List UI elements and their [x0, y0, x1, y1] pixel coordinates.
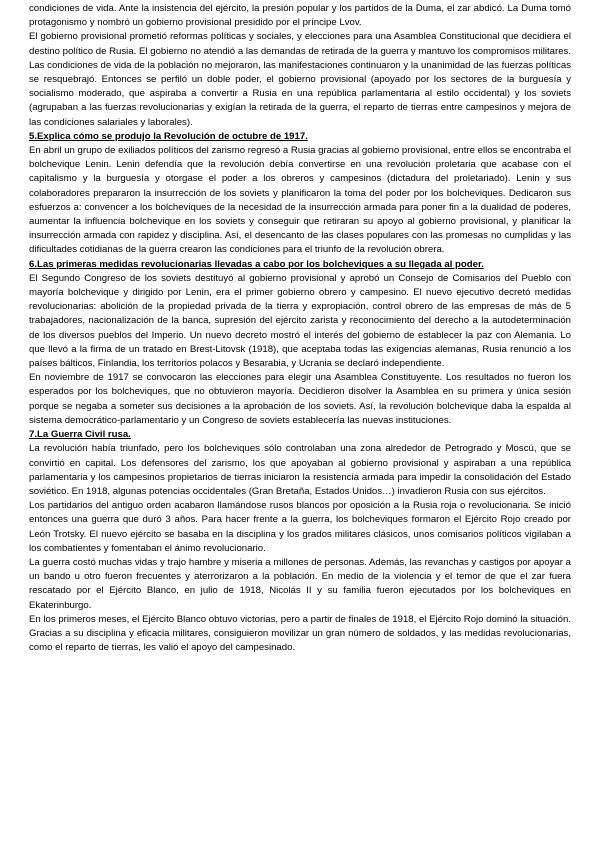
paragraph-costes-guerra: La guerra costó muchas vidas y trajo hambre y miseria a millones de personas. Además, las revanchas y castigos por apoyar a un bando u otro fueron frecuentes y aterrorizaron a la población. En medio de la violencia y el temor de que el zar fuera rescatado por el Ejército Blanco, en julio de 1918, Nicolás II y su familia fueron ejecutados por los bolcheviques en Ekaterinburgo. — [29, 556, 571, 611]
paragraph-guerra-civil-inicio: La revolución había triunfado, pero los bolcheviques sólo controlaban una zona alrededor de Petrogrado y Moscú, que se convirtió en capital. Los defensores del zarismo, los que apoyaban al gobierno provisional y aspiraban a una república parlamentaria y los campesinos propietarios de tierras iniciaron la resistencia armada para impedir la consolidación del Estado soviético. En 1918, algunas potencias occidentales (Gran Bretaña, Estados Unidos…) invadieron Rusia con sus ejércitos. — [29, 443, 571, 497]
paragraph-asamblea-constituyente: En noviembre de 1917 se convocaron las elecciones para elegir una Asamblea Constituyente. Los resultados no fueron los esperados por los bolcheviques, que no obtuvieron mayoría. Decidieron disolver la Asamblea en su primera y única sesión porque se negaba a someter sus decisiones a la aprobación de los soviets. Así, la revolución bolchevique daba la espalda al sistema democrático-parlamentario y un Congreso de soviets establecería las nuevas instituciones. — [29, 372, 571, 426]
section-heading-6: 6.Las primeras medidas revolucionarias llevadas a cabo por los bolcheviques a su llegada al poder. — [29, 258, 484, 270]
section-heading-5: 5.Explica cómo se produjo la Revolución de octubre de 1917. — [29, 130, 308, 142]
paragraph-gobierno-provisional: El gobierno provisional prometió reformas políticas y sociales, y elecciones para una Asamblea Constitucional que decidiera el destino político de Rusia. El gobierno no atendió a las demandas de retirada de la guerra y mantuvo los compromisos militares. Las condiciones de vida de la población no mejoraron, las manifestaciones continuaron y la unanimidad de las fuerzas políticas se resquebrajó. Entonces se perfiló un doble poder, el gobierno provisional (apoyado por los sectores de la burguesía y socialismo moderado, que aspiraba a convertir a Rusia en una república parlamentaria al estilo occidental) y los soviets (agrupaban a las fuerzas revolucionarias y exigían la retirada de la guerra, el reparto de tierras entre campesinos y mejora de las condiciones salariales y laborales). — [29, 31, 571, 128]
paragraph-revolucion-octubre: En abril un grupo de exiliados políticos del zarismo regresó a Rusia gracias al gobierno provisional, entre ellos se encontraba el bolchevique Lenin. Lenin defendía que la revolución debía convertirse en una revolución proletaria que acabase con el capitalismo y la burguesía y otorgase el poder a los obreros y campesinos (dictadura del proletariado). Lenin y sus colaboradores prepararon la insurrección de los soviets y planificaron la toma del poder por los bolcheviques. Dedicaron sus esfuerzos a: convencer a los bolcheviques de la necesidad de la insurrección armada para poner fin a la dualidad de poderes, aumentar la influencia bolchevique en los soviets y conseguir que retiraran su apoyo al gobierno provisional, y planificar la insurrección armada con rapidez y disciplina. Así, el desencanto de las clases populares con las promesas no cumplidas y las dificultades cotidianas de la guerra crearon las condiciones para el triunfo de la revolución obrera. — [29, 145, 571, 256]
paragraph-medidas-revolucionarias: El Segundo Congreso de los soviets destituyó al gobierno provisional y aprobó un Consejo de Comisarios del Pueblo con mayoría bolchevique y dirigido por Lenin, era el primer gobierno obrero y campesino. El nuevo ejecutivo decretó medidas revolucionarias: abolición de la propiedad privada de la tierra y expropiación, control obrero de las empresas de más de 5 trabajadores, nacionalización de la banca, supresión del ejército zarista y reconocimiento del derecho a la autodeterminación de los diversos pueblos del Imperio. Un nuevo decreto mostró el interés del gobierno de establecer la paz con Alemania. Lo que llevó a la firma de un tratado en Brest-Litovsk (1918), que aceptaba todas las exigencias alemanas, Rusia renunció a los países bálticos, Finlandia, los territorios polacos y Besarabia, y Ucrania se declaró independiente. — [29, 272, 571, 370]
paragraph-victoria-roja: En los primeros meses, el Ejército Blanco obtuvo victorias, pero a partir de finales de 1918, el Ejército Rojo dominó la situación. Gracias a su disciplina y eficacia militares, consiguieron movilizar un gran número de soldados, y las medidas revolucionarias, como el reparto de tierras, les valió el apoyo del campesinado. — [29, 613, 571, 654]
section-heading-7: 7.La Guerra Civil rusa. — [29, 429, 131, 441]
paragraph-zar-abdica: condiciones de vida. Ante la insistencia del ejército, la presión popular y los partidos de la Duma, el zar abdicó. La Duma tomó protagonismo y nombró un gobierno provisional presidido por el príncipe Lvov. — [29, 3, 571, 29]
paragraph-rusos-blancos: Los partidarios del antiguo orden acabaron llamándose rusos blancos por oposición a la Rusia roja o revolucionaria. Se inició entonces una guerra que duró 3 años. Para hacer frente a la guerra, los bolcheviques formaron el Ejército Rojo creado por León Trotsky. El nuevo ejército se basaba en la disciplina y los grados militares clásicos, unos comisarios políticos vigilaban a los combatientes y fomentaban el ánimo revolucionario. — [29, 500, 571, 554]
